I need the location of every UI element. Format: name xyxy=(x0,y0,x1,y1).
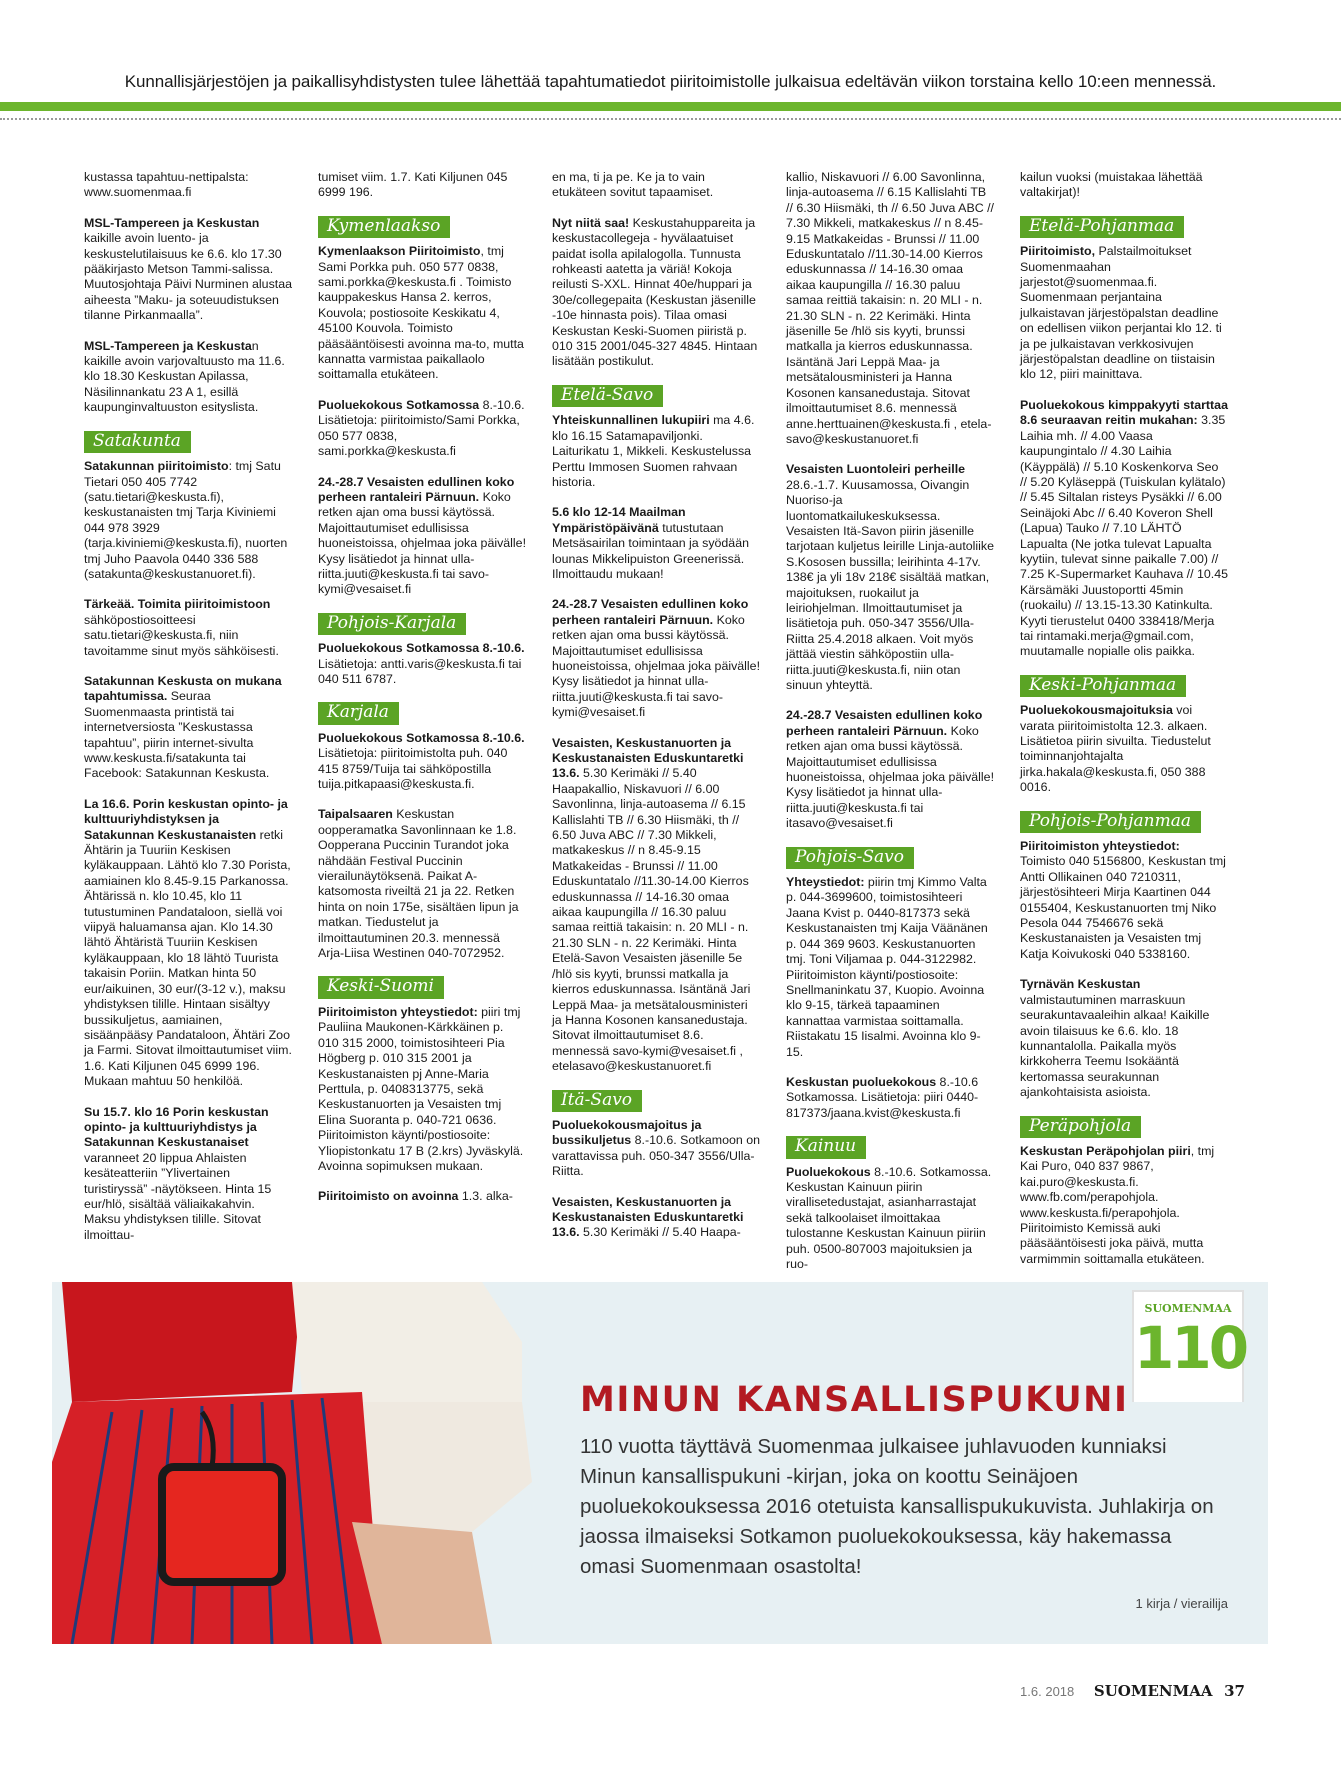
page-number: 37 xyxy=(1224,1682,1245,1700)
paragraph: Kymenlaakson Piiritoimisto, tmj Sami Porkka puh. 050 577 0838, sami.porkka@keskusta.fi . Toimisto kauppakeskus Hansa 2. kerros, Kouvola; postiosoite Keskikatu 4, 45100 Kouvola. Toimisto pääsääntöisesti avoinna ma-to, mutta kannatta varmistaa paikallaolo soittamalla etukäteen. xyxy=(318,244,524,382)
paragraph: Taipalsaaren Keskustan oopperamatka Savonlinnaan ke 1.8. Oopperana Puccinin Turandot joka nähdään Festival Puccinin vierailunäytöksenä. Paikat A-katsomosta riveiltä 21 ja 22. Retken hinta on noin 175e, sisältäen lipun ja matkan. Tiedustelut ja ilmoittautuminen 20.3. mennessä Arja-Liisa Westinen 040-7072952. xyxy=(318,807,519,961)
paragraph: Vesaisten, Keskustanuorten ja Keskustanaisten Eduskuntaretki 13.6. 5.30 Kerimäki // 5.40 Haapakallio, Niskavuori // 6.00 Savonlinna, linja-autoasema // 6.15 Kallislahti TB // 6.30 Hiismäki, th // 6.50 Juva ABC // 7.30 Mikkeli, matkakeskus // n 8.45-9.15 Matkakeidas - Brunssi // 11.00 Eduskuntatalo //11.30-14.00 Kierros eduskunnassa // 14-16.30 omaa aikaa kaupungilla // 16.30 paluu samaa reittiä takaisin: n. 20 MLI - n. 21.30 SLN - n. 22 Kerimäki. Hinta Etelä-Savon Vesaisten jäsenille 5e /hlö sis kyyti, brunssi matkalla ja kierros eduskunnassa. Isäntänä Jari Leppä Maa- ja metsätalousministeri ja Hanna Kosonen kansanedustaja. Sitovat ilmoittautumiset 8.6. mennessä savo-kymi@vesaiset.fi , etelasavo@keskustanuoret.fi xyxy=(552,735,751,1074)
column-3 xyxy=(552,170,760,1256)
paragraph: Puoluekokous kimppakyyti starttaa 8.6 seuraavan reitin mukahan: 3.35 Laihia mh. // 4.00 Vaasa kaupungintalo // 4.30 Laihia (Käyppälä) // 5.10 Koskenkorva Seo // 5.20 Kyläseppä (Tuiskulan kylätalo) // 5.45 Siltalan risteys Pysäkki // 6.00 Seinäjoki Abc // 6.40 Koveron Shell (Lapua) Tauko // 7.10 LÄHTÖ Lapualta (Ne jotka tulevat Lapualta kyytiin, tulevat sinne paikalle 7.00) // 7.25 K-Supermarket Kauhava // 10.45 Kärsämäki Juustoportti 45min (ruokailu) // 13.15-13.30 Katinkulta. Kyyti tierustelut 0400 338418/Merja tai rintamaki.merja@gmail.com, muutamalle nopialle olis paikka. xyxy=(1020,397,1229,659)
section-heading-karjala: Karjala xyxy=(318,702,399,724)
paragraph: Keskustan Peräpohjolan piiri, tmj Kai Puro, 040 837 9867, kai.puro@keskusta.fi. www.fb.com/perapohjola. www.keskusta.fi/perapohjola. Piiritoimisto Kemissä auki pääsääntöisesti joka päivä, mutta varmimmin soittamalla etukäteen. xyxy=(1020,1143,1215,1266)
header-notice: Kunnallisjärjestöjen ja paikallisyhdistysten tulee lähettää tapahtumatiedot piiritoimistolle julkaisua edeltävän viikon torstaina kello 10:een mennessä. xyxy=(124,72,1217,91)
footer-date: 1.6. 2018 xyxy=(1020,1684,1075,1699)
banner-footnote: 1 kirja / vierailija xyxy=(1135,1596,1228,1611)
section-heading-perapohjola: Peräpohjola xyxy=(1020,1116,1141,1138)
banner-body: 110 vuotta täyttävä Suomenmaa julkaisee juhlavuoden kunniaksi Minun kansallispukuni -kirjan, joka on koottu Seinäjoen puoluekokouksessa 2016 otetuista kansallispukukuvista. Juhlakirja on jaossa ilmaiseksi Sotkamon puoluekokouksessa, käy hakemassa omasi Suomenmaan osastolta! xyxy=(580,1435,1214,1578)
paragraph: Puoluekokous 8.-10.6. Sotkamossa. Keskustan Kainuun piirin virallisetedustajat, asianharrastajat sekä talkoolaiset ilmoittakaa tulostanne Keskustan Kainuun piiriin puh. 0500-807003 majoituksien ja ruo- xyxy=(786,1164,992,1271)
paragraph: 24.-28.7 Vesaisten edullinen koko perheen rantaleiri Pärnuun. Koko retken ajan oma bussi käytössä. Majoittautumiset edullisissa huoneistoissa, ohjelmaa joka päivälle! Kysy lisätiedot ja hinnat ulla-riitta.juuti@keskusta.fi tai itasavo@vesaiset.fi xyxy=(786,708,995,831)
paragraph: Puoluekokousmajoituksia voi varata piiritoimistolta 12.3. alkaen. Lisätietoa piirin sivuilta. Tiedustelut toiminnanjohtajalta jirka.hakala@keskusta.fi, 050 388 0016. xyxy=(1020,703,1211,795)
paragraph: Vesaisten Luontoleiri perheille 28.6.-1.7. Kuusamossa, Oivangin Nuoriso-ja luontomatkailukeskuksessa. Vesaisten Itä-Savon piirin jäsenille tarjotaan kuljetus leirille Linja-autoliike S.Kososen bussilla; leirihinta 4-17v. 138€ ja yli 18v 218€ sisältää matkan, majoituksen, ruokailut ja leiriohjelman. Ilmoittautumiset ja lisätietoja puh. 050-347 3556/Ulla-Riitta 25.4.2018 alkaen. Voit myös jättää viestin sähköpostiin ulla-riitta.juuti@keskusta.fi, niin otan sinuun yhteyttä. xyxy=(786,462,994,692)
article-columns xyxy=(84,170,1244,1271)
paragraph: kustassa tapahtuu-nettipalsta: www.suomenmaa.fi xyxy=(84,170,249,200)
paragraph: Yhteiskunnallinen lukupiiri ma 4.6. klo 16.15 Satamapaviljonki. Laiturikatu 1, Mikkeli. Keskustelussa Perttu Immosen Suomen rahvaan historia. xyxy=(552,413,755,489)
paragraph: Yhteystiedot: piirin tmj Kimmo Valta p. 044-3699600, toimistosihteeri Jaana Kvist p. 0440-817373 sekä Keskustanaisten tmj Kaija Väänänen p. 044 369 9603. Keskustanuorten tmj. Toni Viljamaa p. 044-3122982. Piiritoimiston käynti/postiosoite: Snellmaninkatu 37, Kuopio. Avoinna klo 9-15, tärkeä tapaaminen kannattaa varmistaa soittamalla. Riistakatu 15 Iisalmi. Avoinna klo 9-15. xyxy=(786,875,988,1059)
paragraph: Puoluekokous Sotkamossa 8.-10.6. Lisätietoja: piiritoimisto/Sami Porkka, 050 577 0838, sami.porkka@keskusta.fi xyxy=(318,397,525,459)
paragraph: Piiritoimiston yhteystiedot: Toimisto 040 5156800, Keskustan tmj Antti Ollikainen 040 7210311, järjestösihteeri Mirja Kaartinen 044 0155404, Keskustanuorten tmj Niko Pesola 044 7546676 sekä Keskustanaisten ja Vesaisten tmj Katja Koivukoski 040 5338160. xyxy=(1020,839,1226,961)
section-heading-kymenlaakso: Kymenlaakso xyxy=(318,216,450,238)
paragraph: Tyrnävän Keskustan valmistautuminen marraskuun seurakuntavaaleihin alkaa! Kaikille avoin tilaisuus ke 6.6. klo. 18 kunnantalolla. Paikalla myös kirkkoherra Teemu Isokääntä kertomassa seurakunnan ajankohtaisista asioista. xyxy=(1020,977,1210,1100)
paragraph: tumiset viim. 1.7. Kati Kiljunen 045 6999 196. xyxy=(318,170,508,200)
section-heading-etela-savo: Etelä-Savo xyxy=(552,385,663,407)
paragraph: Piiritoimisto on avoinna 1.3. alka- xyxy=(318,1189,513,1204)
paragraph: en ma, ti ja pe. Ke ja to vain etukäteen sovitut tapaamiset. xyxy=(552,170,714,200)
section-heading-etela-pohjanmaa: Etelä-Pohjanmaa xyxy=(1020,216,1184,238)
section-heading-satakunta: Satakunta xyxy=(84,431,191,453)
paragraph: Keskustan puoluekokous 8.-10.6 Sotkamossa. Lisätietoja: piiri 0440-817373/jaana.kvist@keskusta.fi xyxy=(786,1074,979,1120)
paragraph: Satakunnan piiritoimisto: tmj Satu Tietari 050 405 7742 (satu.tietari@keskusta.fi), keskustanaisten tmj Tarja Kiviniemi 044 978 3929 (tarja.kiviniemi@keskusta.fi), nuorten tmj Juho Paavola 0440 336 588 (satakunta@keskustanuoret.fi). xyxy=(84,459,288,581)
paragraph: Puoluekokous Sotkamossa 8.-10.6. Lisätietoja: piiritoimistolta puh. 040 415 8759/Tuija tai sähköpostilla tuija.pitkapaasi@keskusta.fi. xyxy=(318,730,525,791)
banner-title: MINUN KANSALLISPUKUNI xyxy=(580,1380,1129,1420)
header-green-bar xyxy=(0,102,1341,111)
paragraph: 5.6 klo 12-14 Maailman Ympäristöpäivänä tutustutaan Metsäsairilan toimintaan ja syödään lounas Mikkelipuiston Greenerissä. Ilmoittaudu mukaan! xyxy=(552,505,749,581)
paragraph: Puoluekokous Sotkamossa 8.-10.6. Lisätietoja: antti.varis@keskusta.fi tai 040 511 6787. xyxy=(318,641,525,686)
section-heading-pohjois-savo: Pohjois-Savo xyxy=(786,847,914,869)
paragraph: La 16.6. Porin keskustan opinto- ja kulttuuriyhdistyksen ja Satakunnan Keskustanaisten retki Ähtärin ja Tuuriin Keskisen kyläkauppaan. Lähtö klo 7.30 Porista, aamiainen klo 8.45-9.15 Parkanossa. Ähtärissä n. klo 10.45, klo 11 tutustuminen Pandataloon, siellä voi viipyä haluamansa ajan. Klo 14.30 lähtö Ähtäristä Tuuriin Keskisen kyläkauppaan, klo 18 lähtö Tuurista takaisin Poriin. Matkan hinta 50 eur/aikuinen, 30 eur/(3-12 v.), maksu yhdistyksen tilille. Hintaan sisältyy bussikuljetus, aamiainen, sisäänpääsy Pandataloon, Ähtäri Zoo ja Farmi. Sitovat ilmoittautumiset viim. 1.6. Kati Kiljunen 045 6999 196. Mukaan mahtuu 50 henkilöä. xyxy=(84,796,292,1089)
paragraph: MSL-Tampereen ja Keskustan kaikille avoin luento- ja keskustelutilaisuus ke 6.6. klo 17.30 pääkirjasto Metson Tammi-salissa. Muutosjohtaja Päivi Nurminen alustaa aiheesta ”Maku- ja soteuudistuksen tilanne Pirkanmaalla”. xyxy=(84,215,292,323)
paragraph: kailun vuoksi (muistakaa lähettää valtakirjat)! xyxy=(1020,170,1203,200)
paragraph: Nyt niitä saa! Keskustahuppareita ja keskustacollegeja - hyvälaatuiset paidat isolla apilalogolla. Tunnusta rohkeasti aatetta ja väriä! Kokoja reilusti S-XXL. Hinnat 40e/huppari ja 30e/collegepaita (Keskustan jäsenille -10e hinnasta pois). Tilaa omasi Keskustan Keski-Suomen piiristä p. 010 315 2001/045-327 4845. Hintaan lisätään postikulut. xyxy=(552,215,758,369)
section-heading-keski-suomi: Keski-Suomi xyxy=(318,976,444,998)
paragraph: Puoluekokousmajoitus ja bussikuljetus 8.-10.6. Sotkamoon on varattavissa puh. 050-347 3556/Ulla-Riitta. xyxy=(552,1117,760,1179)
paragraph: kallio, Niskavuori // 6.00 Savonlinna, linja-autoasema // 6.15 Kallislahti TB // 6.30 Hiismäki, th // 6.50 Juva ABC // 7.30 Mikkeli, matkakeskus // n 8.45-9.15 Matkakeidas - Brunssi // 11.00 Eduskuntatalo //11.30-14.00 Kierros eduskunnassa // 14-16.30 omaa aikaa kaupungilla // 16.30 paluu samaa reittiä takaisin: n. 20 MLI - n. 21.30 SLN - n. 22 Kerimäki. Hinta jäsenille 5e /hlö sis kyyti, brunssi matkalla ja kierros eduskunnassa. Isäntänä Jari Leppä Maa- ja metsätalousministeri ja Hanna Kosonen kansanedustaja. Sitovat ilmoittautumiset 8.6. mennessä anne.herttuainen@keskusta.fi , etela-savo@keskustanuoret.fi xyxy=(786,170,994,446)
section-heading-ita-savo: Itä-Savo xyxy=(552,1090,642,1112)
section-heading-pohjois-karjala: Pohjois-Karjala xyxy=(318,613,466,635)
column-2 xyxy=(318,170,526,1220)
section-heading-kainuu: Kainuu xyxy=(786,1136,866,1158)
column-1 xyxy=(84,170,292,1258)
section-heading-pohjois-pohjanmaa: Pohjois-Pohjanmaa xyxy=(1020,811,1201,833)
footer-brand: SUOMENMAA xyxy=(1093,1682,1213,1700)
paragraph: 24.-28.7 Vesaisten edullinen koko perheen rantaleiri Pärnuun. Koko retken ajan oma bussi käytössä. Majoittautumiset edullisissa huoneistoissa, ohjelmaa joka päivälle! Kysy lisätiedot ja hinnat ulla-riitta.juuti@keskusta.fi tai savo-kymi@vesaiset.fi xyxy=(552,597,761,720)
paragraph: Piiritoimisto, Palstailmoitukset Suomenmaahan jarjestot@suomenmaa.fi. Suomenmaan perjantaina julkaistavan järjestöpalstan deadline on edellisen viikon perjantai klo 12. ti ja pe julkaistavan verkkosivujen järjestöpalstan deadline on tiistaisin klo 12, piiri mainittava. xyxy=(1020,244,1222,382)
paragraph: 24.-28.7 Vesaisten edullinen koko perheen rantaleiri Pärnuun. Koko retken ajan oma bussi käytössä. Majoittautumiset edullisissa huoneistoissa, ohjelmaa joka päivälle! Kysy lisätiedot ja hinnat ulla-riitta.juuti@keskusta.fi tai savo-kymi@vesaiset.fi xyxy=(318,474,527,597)
kansallispuku-banner xyxy=(52,1282,1268,1644)
column-5 xyxy=(1020,170,1228,1282)
paragraph: Piiritoimiston yhteystiedot: piiri tmj Pauliina Maukonen-Kärkkäinen p. 010 315 2000, toimistosihteeri Pia Högberg p. 010 315 2001 ja Keskustanaisten pj Anne-Maria Perttula, p. 0408313775, sekä Keskustanuorten ja Vesaisten tmj Elina Suoranta p. 040-721 0636. Piiritoimiston käynti/postiosoite: Yliopistonkatu 17 B (2.krs) Jyväskylä. Avoinna sopimuksen mukaan. xyxy=(318,1004,524,1173)
column-4 xyxy=(786,170,994,1287)
dotted-divider xyxy=(0,118,1341,120)
suomenmaa-110-badge: SUOMENMAA 110 xyxy=(1132,1290,1244,1402)
paragraph: Tärkeää. Toimita piiritoimistoon sähköpostiosoitteesi satu.tietari@keskusta.fi, niin tavoitamme sinut myös sähköisesti. xyxy=(84,597,279,658)
paragraph: MSL-Tampereen ja Keskustan kaikille avoin varjovaltuusto ma 11.6. klo 18.30 Keskustan Apilassa, Näsilinnankatu 23 A 1, esillä kaupunginvaltuuston esityslista. xyxy=(84,338,285,415)
paragraph: Su 15.7. klo 16 Porin keskustan opinto- ja kulttuuriyhdistys ja Satakunnan Keskustanaiset varanneet 20 lippua Ahlaisten kesäteatteriin ”Ylivertainen turistiryssä” -näytökseen. Hinta 15 eur/hlö, sisältää väliaikakahvin. Maksu yhdistyksen tilille. Sitovat ilmoittau- xyxy=(84,1104,272,1242)
section-heading-keski-pohjanmaa: Keski-Pohjanmaa xyxy=(1020,675,1186,697)
page-footer xyxy=(1020,1682,1245,1700)
paragraph: Satakunnan Keskusta on mukana tapahtumissa. Seuraa Suomenmaasta printistä tai internetversiosta ”Keskustassa tapahtuu”, piirin internet-sivulta www.keskusta.fi/satakunta tai Facebook: Satakunnan Keskusta. xyxy=(84,673,282,781)
paragraph: Vesaisten, Keskustanuorten ja Keskustanaisten Eduskuntaretki 13.6. 5.30 Kerimäki // 5.40 Haapa- xyxy=(552,1194,744,1240)
national-costume-photo xyxy=(52,1282,572,1644)
